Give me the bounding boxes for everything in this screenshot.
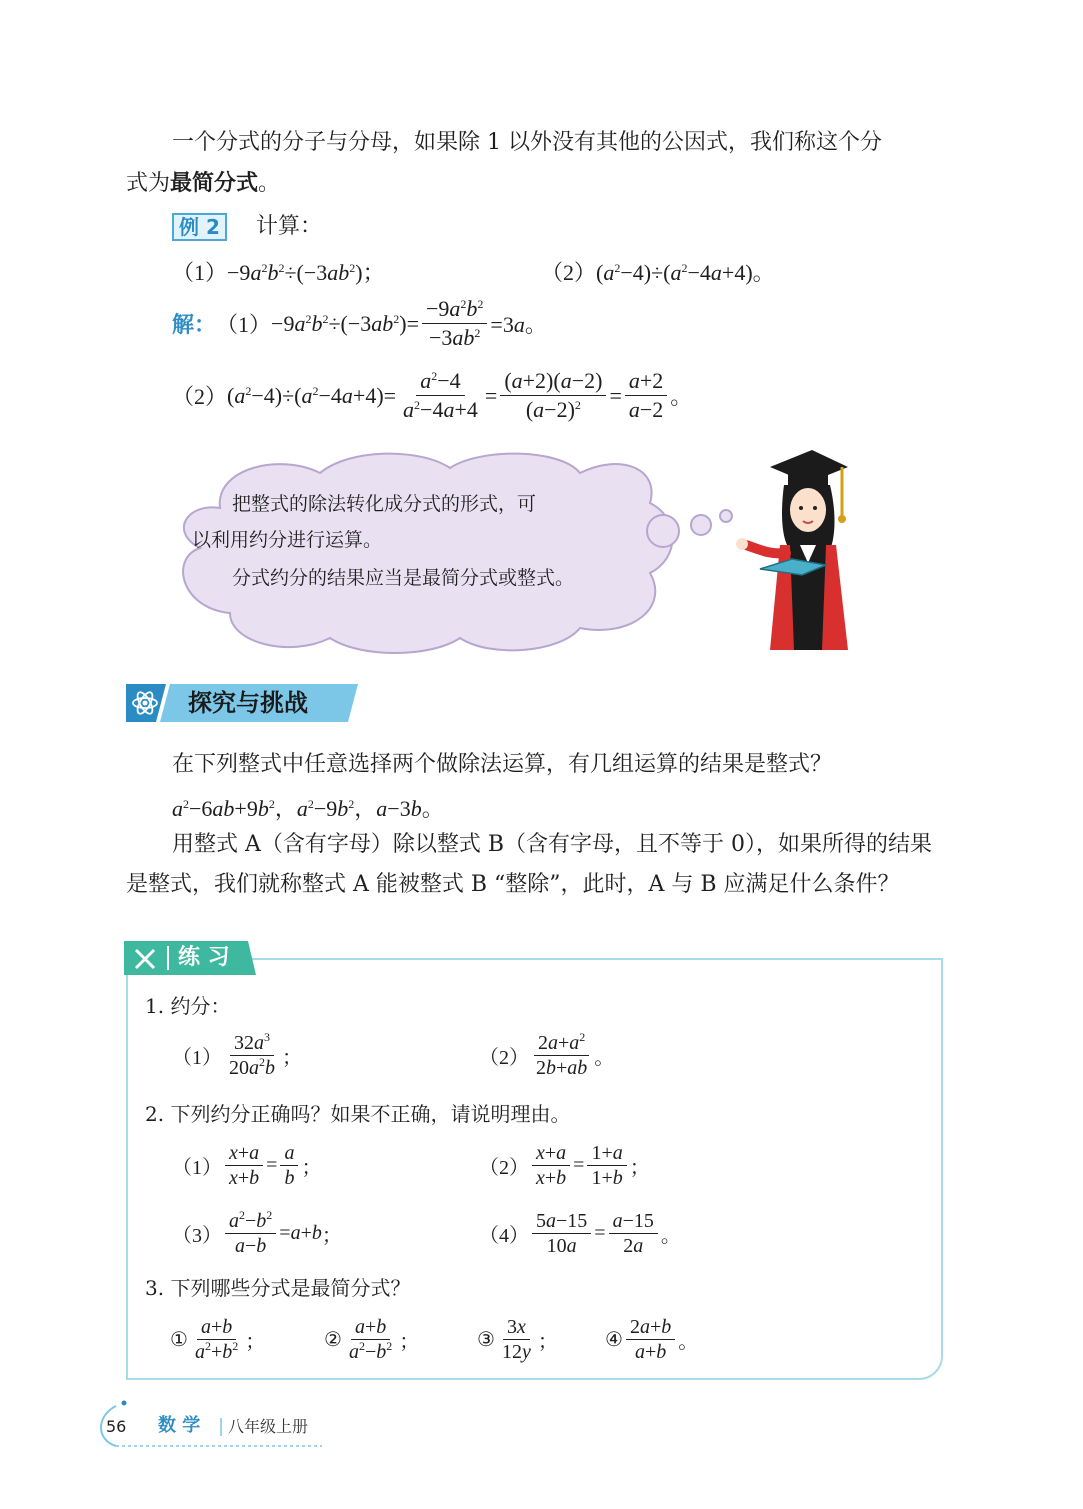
fraction: $\frac{32a^3}{20a^2b}$: [229, 1030, 275, 1079]
page-number: 56: [106, 1417, 127, 1436]
footer-grade: 八年级上册: [228, 1417, 309, 1436]
fraction: $\frac{a-15}{2a}$: [609, 1210, 658, 1257]
practice-3-item-3: ③ $\frac{3x}{12y}$ ；: [477, 1316, 558, 1363]
fraction: $\frac{2a+b}{a+b}$: [626, 1316, 675, 1363]
fraction: $\frac{x+a}{x+b}$: [225, 1142, 263, 1189]
term-simplest-fraction: 最简分式: [170, 170, 259, 196]
fraction: $\frac{a}{b}$: [280, 1142, 298, 1189]
footer-subject: 数 学: [158, 1415, 201, 1436]
example-question-1: $(1)-9a^2b^2\div(-3ab^2)$；: [172, 260, 385, 285]
practice-question-1: 1. 约分：: [145, 994, 231, 1018]
fraction: $\frac{-9a^2b^2}{-3ab^2}$: [422, 296, 487, 351]
practice-3-item-4: ④ $\frac{2a+b}{a+b}$ 。: [605, 1316, 699, 1363]
cloud-line-2: 以利用约分进行运算。: [192, 529, 383, 551]
explore-expressions: $a^2-6ab+9b^2$，$a^2-9b^2$，a−3b。: [172, 796, 444, 821]
explore-banner: [126, 684, 358, 722]
fraction: $\frac{1+a}{1+b}$: [587, 1142, 626, 1189]
teacher-illustration: [730, 445, 865, 655]
pencil-ruler-icon: [132, 946, 158, 972]
fraction: $\frac{a+2}{a-2}$: [625, 368, 667, 423]
thought-cloud: [160, 448, 760, 663]
solution-2: （2） $(a^2-4)\div(a^2-4a+4)=$ $\frac{a^2-4}{a^2-4a+4}$ = $\frac{(a+2)(a-2)}{(a-2)^2}$ = $\frac{a+2}{a-2}$ 。: [172, 368, 693, 422]
practice-header: [124, 941, 256, 975]
fraction: $\frac{a+b}{a^2-b^2}$: [348, 1316, 393, 1363]
explore-title: 探究与挑战: [188, 689, 308, 717]
practice-3-item-1: ① $\frac{a+b}{a^2+b^2}$ ；: [170, 1316, 266, 1363]
solution-label: 解：: [172, 313, 217, 338]
intro-line-2: 式为最简分式。: [126, 170, 281, 196]
fraction: $\frac{a^2-4}{a^2-4a+4}$: [403, 368, 478, 422]
example-title: 计算：: [256, 214, 323, 239]
solution-1: 解： （1） $-9a^2b^2\div(-3ab^2)=$ $\frac{-9a^2b^2}{-3ab^2}$ =3a。: [172, 296, 547, 350]
practice-title: 练 习: [178, 945, 230, 970]
explore-paragraph-3-line-1: 用整式 A（含有字母）除以整式 B（含有字母，且不等于 0），如果所得的结果: [172, 832, 933, 857]
practice-2-item-4: （4） $\frac{5a-15}{10a}$ = $\frac{a-15}{2a}$ 。: [479, 1210, 681, 1257]
practice-1-item-2: （2） $\frac{2a+a^2}{2b+ab}$ 。: [479, 1030, 615, 1079]
fraction: $\frac{a^2-b^2}{a-b}$: [225, 1210, 276, 1257]
fraction: $\frac{x+a}{x+b}$: [532, 1142, 570, 1189]
cloud-line-1: 把整式的除法转化成分式的形式，可: [232, 493, 537, 515]
practice-1-item-1: （1） $\frac{32a^3}{20a^2b}$ ；: [172, 1030, 302, 1079]
cloud-line-3: 分式约分的结果应当是最简分式或整式。: [232, 567, 575, 589]
intro-line-1: 一个分式的分子与分母，如果除 1 以外没有其他的公因式，我们称这个分: [172, 130, 882, 155]
practice-2-item-2: （2） $\frac{x+a}{x+b}$ = $\frac{1+a}{1+b}$ ；: [479, 1142, 650, 1189]
fraction: $\frac{5a-15}{10a}$: [532, 1210, 591, 1257]
explore-paragraph-1: 在下列整式中任意选择两个做除法运算，有几组运算的结果是整式？: [172, 752, 833, 777]
practice-2-item-3: （3） $\frac{a^2-b^2}{a-b}$ = a + b ；: [172, 1208, 342, 1257]
atom-icon: [130, 688, 160, 718]
fraction: $\frac{a+b}{a^2+b^2}$: [194, 1316, 239, 1363]
example-badge: 例 2: [172, 214, 227, 240]
example-question-2: $(2)(a^2-4)\div(a^2-4a+4)$。: [541, 260, 775, 285]
fraction: $\frac{(a+2)(a-2)}{(a-2)^2}$: [500, 368, 606, 423]
practice-2-item-1: （1） $\frac{x+a}{x+b}$ = $\frac{a}{b}$ ；: [172, 1142, 322, 1189]
explore-paragraph-3-line-2: 是整式，我们就称整式 A 能被整式 B “整除”，此时，A 与 B 应满足什么条件？: [126, 872, 900, 897]
fraction: $\frac{3x}{12y}$: [501, 1316, 531, 1363]
practice-question-2: 2. 下列约分正确吗？如果不正确，请说明理由。: [145, 1102, 571, 1126]
fraction: $\frac{2a+a^2}{2b+ab}$: [536, 1030, 588, 1079]
practice-3-item-2: ② $\frac{a+b}{a^2-b^2}$ ；: [324, 1316, 420, 1363]
practice-question-3: 3. 下列哪些分式是最简分式？: [145, 1276, 411, 1300]
